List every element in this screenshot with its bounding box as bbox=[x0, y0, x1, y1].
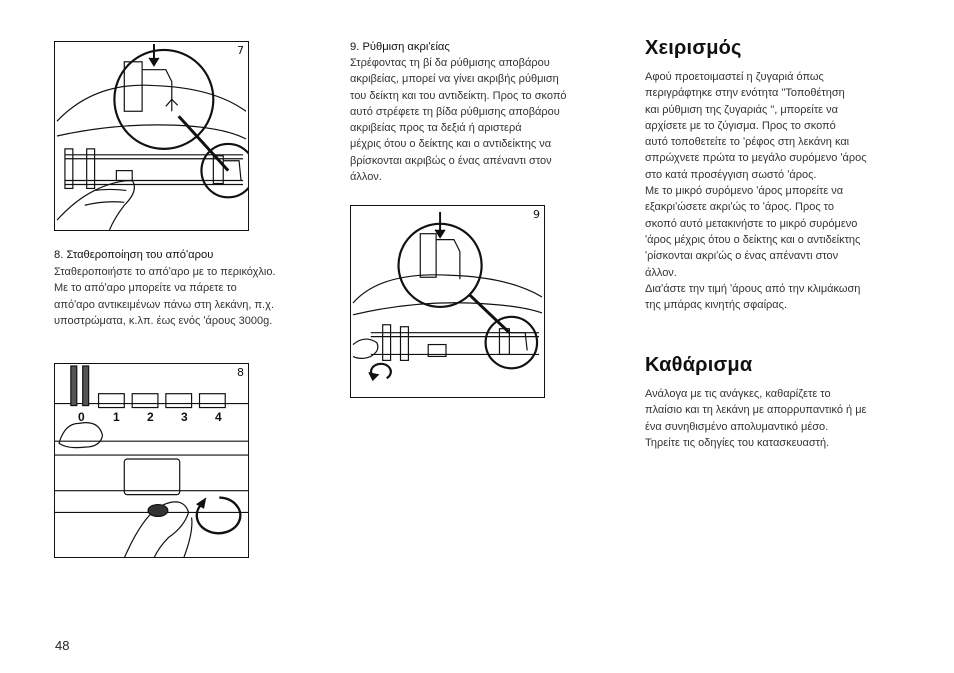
figure-9 bbox=[350, 205, 545, 398]
text-line: ʹάρος μέχρις ότου ο δείκτης και ο αντιδείκτης bbox=[645, 233, 861, 246]
figure-8 bbox=[54, 363, 249, 558]
text-line: και ρύθμιση της ζυγαριάς ", μπορείτε να bbox=[645, 103, 838, 116]
text-line: άλλον. bbox=[645, 266, 677, 279]
text-line: μέχρις ότου ο δείκτης και ο αντιδείκτης να bbox=[350, 138, 552, 151]
figure-number: 9 bbox=[533, 208, 540, 221]
text-line: απόʹαρο αντικειμένων πάνω στη λεκάνη, π.χ. bbox=[54, 298, 274, 311]
text-line: βρίσκονται ακριβώς ο ένας απέναντι στον bbox=[350, 154, 552, 167]
text-line: Σταθεροποιήστε το απόʹαρο με το περικόχλιο. bbox=[54, 266, 276, 278]
text-line: Ανάλογα με τις ανάγκες, καθαρίζετε το bbox=[645, 388, 831, 400]
scale-adjustment-illustration bbox=[55, 42, 248, 230]
text-line: Διαʹάστε την τιμή ʹάρους από την κλιμάκωση bbox=[645, 282, 861, 295]
section-8-body bbox=[54, 264, 276, 329]
section-9-body bbox=[350, 55, 567, 185]
figure-7 bbox=[54, 41, 249, 231]
cleaning-title: Καθάρισμα bbox=[645, 354, 753, 376]
scale-label: 4 bbox=[215, 410, 222, 424]
handling-title: Χειρισμός bbox=[645, 37, 742, 59]
section-9-heading: 9. Ρύθμιση ακριʹείας bbox=[350, 41, 450, 53]
text-line: Τηρείτε τις οδηγίες του κατασκευαστή. bbox=[645, 436, 830, 449]
text-line: ʹρίσκονται ακριʹώς ο ένας απέναντι στον bbox=[645, 250, 839, 263]
text-line: περιγράφτηκε στην ενότητα "Τοποθέτηση bbox=[645, 87, 845, 100]
text-line: Με το μικρό συρόμενο ʹάρος μπορείτε να bbox=[645, 185, 844, 198]
text-line: υποστρώματα, κ.λπ. έως ενός ʹάρους 3000g. bbox=[54, 314, 273, 327]
scale-label: 0 bbox=[78, 410, 85, 424]
tare-knob-illustration bbox=[55, 364, 248, 557]
text-line: της μπάρας κινητής σφαίρας. bbox=[645, 299, 788, 312]
section-8-heading: 8. Σταθεροποίηση του απόʹαρου bbox=[54, 249, 214, 261]
text-line: Στρέφοντας τη βί δα ρύθμισης αποβάρου bbox=[350, 57, 550, 69]
text-line: σκοπό αυτό μετακινήστε το μικρό συρόμενο bbox=[645, 217, 858, 230]
text-line: ακριβείας προς τα δεξιά ή αριστερά bbox=[350, 122, 522, 135]
precision-adjustment-illustration bbox=[351, 206, 544, 397]
cleaning-body bbox=[645, 386, 866, 451]
text-line: του δείκτη και του αντιδείκτη. Προς το σκοπό bbox=[350, 89, 567, 102]
text-line: πλαίσιο και τη λεκάνη με απορρυπαντικό ή με bbox=[645, 404, 867, 417]
figure-number: 7 bbox=[237, 44, 244, 57]
text-line: σπρώχνετε πρώτα το μεγάλο συρόμενο ʹάρος bbox=[645, 152, 867, 165]
text-line: άλλον. bbox=[350, 171, 382, 184]
scale-label: 2 bbox=[147, 410, 154, 424]
text-line: ένα συνηθισμένο απολυμαντικό μέσο. bbox=[645, 420, 829, 433]
text-line: στο κατά προσέγγιση σωστό ʹάρος. bbox=[645, 168, 817, 181]
text-line: Αφού προετοιμαστεί η ζυγαριά όπως bbox=[645, 71, 824, 83]
scale-label: 1 bbox=[113, 410, 120, 424]
page-number: 48 bbox=[55, 638, 70, 653]
text-line: Με το απόʹαρο μπορείτε να πάρετε το bbox=[54, 282, 237, 295]
handling-body bbox=[645, 69, 867, 313]
scale-label: 3 bbox=[181, 410, 188, 424]
figure-number: 8 bbox=[237, 366, 244, 379]
text-line: ακριβείας, μπορεί να γίνει ακριβής ρύθμιση bbox=[350, 73, 559, 86]
text-line: αυτό στρέφετε τη βίδα ρύθμισης αποβάρου bbox=[350, 105, 560, 118]
text-line: εξακριʹώσετε ακριʹώς το ʹάρος. Προς το bbox=[645, 201, 834, 214]
text-line: αυτό τοποθετείτε το ʹρέφος στη λεκάνη και bbox=[645, 136, 850, 149]
text-line: αρχίσετε με το ζύγισμα. Προς το σκοπό bbox=[645, 119, 836, 132]
